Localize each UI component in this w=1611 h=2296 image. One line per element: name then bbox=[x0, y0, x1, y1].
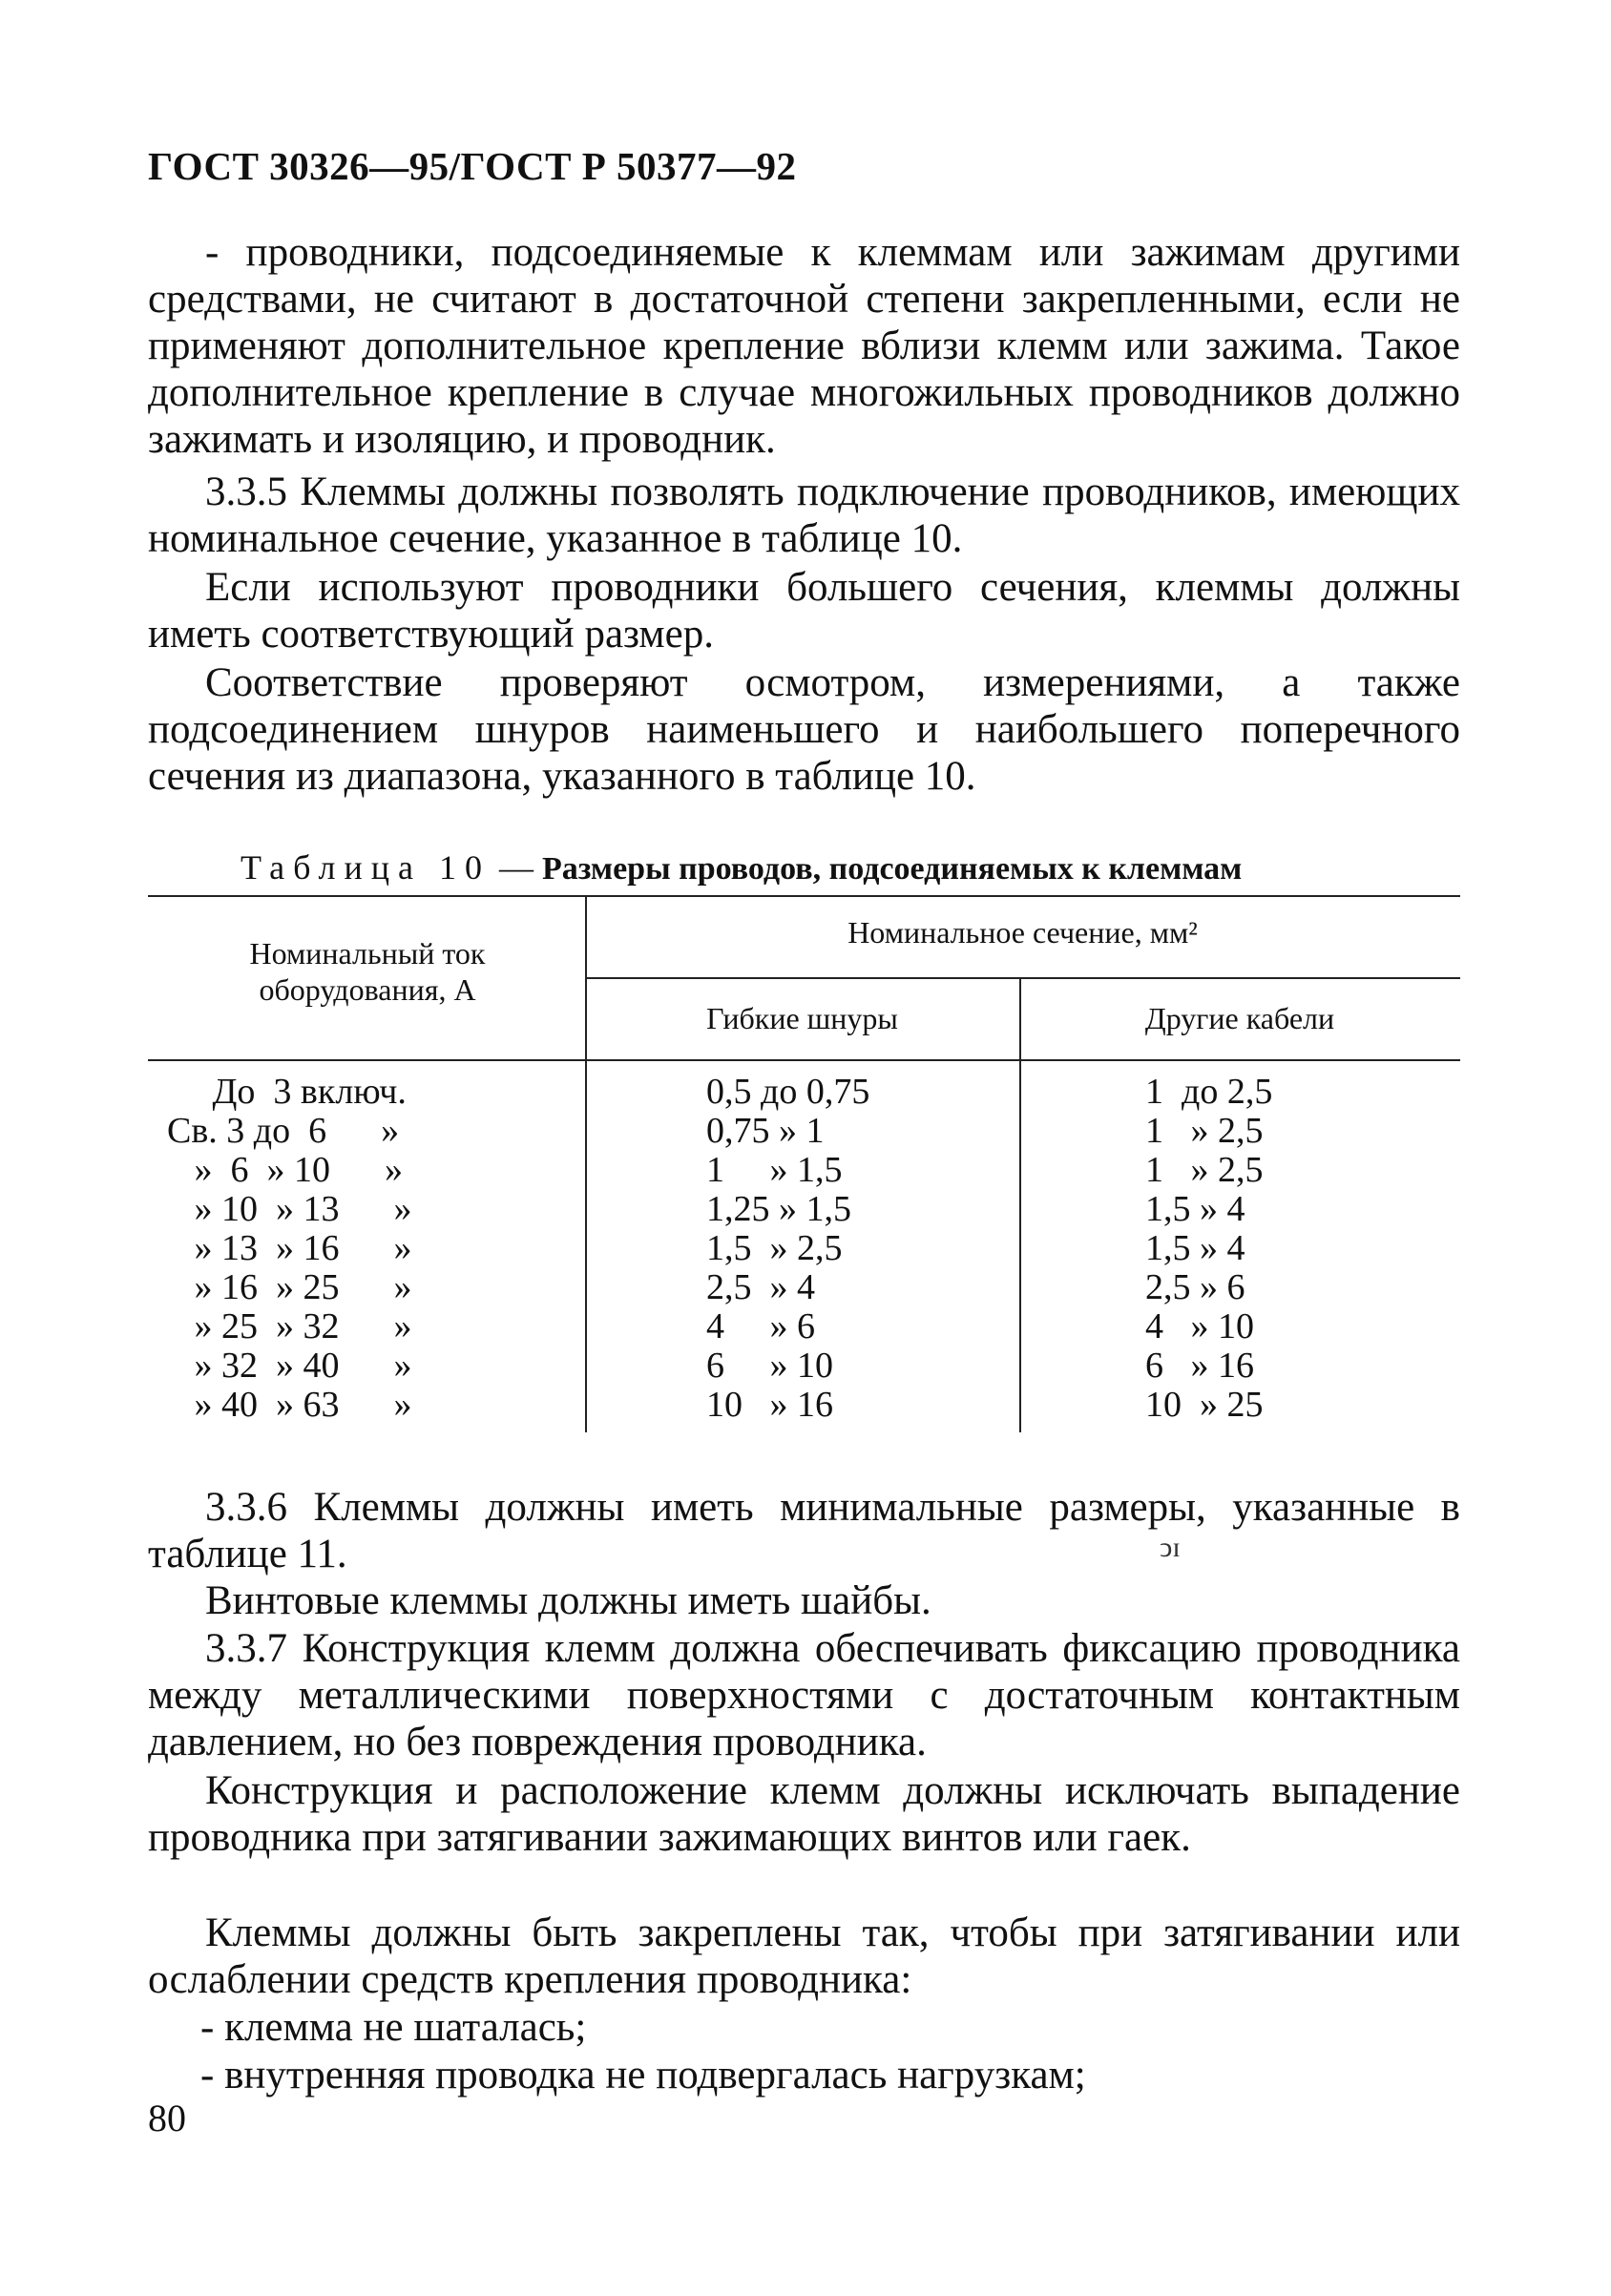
row-5-current: » 16 » 25 » bbox=[167, 1267, 412, 1307]
row-2-flex: 1 » 1,5 bbox=[706, 1150, 843, 1190]
row-3-other: 1,5 » 4 bbox=[1145, 1189, 1245, 1229]
row-8-current: » 40 » 63 » bbox=[167, 1385, 412, 1425]
table-caption bbox=[241, 847, 1242, 887]
row-4-current: » 13 » 16 » bbox=[167, 1228, 412, 1268]
paragraph-3-3-7: 3.3.7 Конструкция клемм должна обеспечивать фиксацию проводника между металлическими поверхностями с достаточным контактным давлением, но без повреждения проводника. bbox=[148, 1626, 1460, 1764]
table-divider-2 bbox=[1019, 977, 1021, 1432]
paragraph-3-3-5: 3.3.5 Клеммы должны позволять подключение проводников, имеющих номинальное сечение, указанное в таблице 10. bbox=[148, 470, 1460, 561]
header-nominal-section: Номинальное сечение, мм² bbox=[847, 915, 1198, 950]
row-2-other: 1 » 2,5 bbox=[1145, 1150, 1264, 1190]
row-7-current: » 32 » 40 » bbox=[167, 1346, 412, 1386]
row-1-flex: 0,75 » 1 bbox=[706, 1111, 825, 1151]
row-5-flex: 2,5 » 4 bbox=[706, 1267, 815, 1307]
row-3-current: » 10 » 13 » bbox=[167, 1189, 412, 1229]
table-divider-1 bbox=[585, 895, 587, 1432]
paragraph-terminal-fixing: Клеммы должны быть закреплены так, чтобы при затягивании или ослаблении средств крепления проводника: bbox=[148, 1910, 1460, 2002]
header-nominal-current: Номинальный ток оборудования, А bbox=[249, 936, 486, 1007]
paragraph-washers: Винтовые клеммы должны иметь шайбы. bbox=[205, 1578, 931, 1623]
header-other-cables: Другие кабели bbox=[1144, 1001, 1335, 1035]
stray-mark: ↄɪ bbox=[1160, 1532, 1181, 1563]
header-flexible-cords: Гибкие шнуры bbox=[706, 1001, 898, 1035]
row-6-other: 4 » 10 bbox=[1145, 1306, 1254, 1346]
row-4-flex: 1,5 » 2,5 bbox=[706, 1228, 843, 1268]
row-0-other: 1 до 2,5 bbox=[1145, 1072, 1273, 1112]
paragraph-3-3-6: 3.3.6 Клеммы должны иметь минимальные размеры, указанные в таблице 11. bbox=[148, 1485, 1460, 1576]
table-caption-dash: — bbox=[490, 848, 542, 887]
row-1-current: Св. 3 до 6 » bbox=[167, 1111, 400, 1151]
row-8-other: 10 » 25 bbox=[1145, 1385, 1264, 1425]
table-header-rule bbox=[148, 1059, 1460, 1061]
row-8-flex: 10 » 16 bbox=[706, 1385, 833, 1425]
table-caption-label: Таблица 10 bbox=[241, 848, 491, 887]
paragraph-conductors: - проводники, подсоединяемые к клеммам или зажимам другими средствами, не считают в достаточной степени закрепленными, если не применяют дополнительное крепление вблизи клемм или зажима. Такое дополнительное крепление в случае многожильных проводников должно зажимать и изоляцию, и проводник. bbox=[148, 230, 1460, 462]
row-3-flex: 1,25 » 1,5 bbox=[706, 1189, 851, 1229]
row-5-other: 2,5 » 6 bbox=[1145, 1267, 1245, 1307]
page-number: 80 bbox=[148, 2097, 186, 2139]
document-header: ГОСТ 30326—95/ГОСТ Р 50377—92 bbox=[148, 144, 797, 188]
table-caption-title: Размеры проводов, подсоединяемых к клеммам bbox=[541, 851, 1243, 887]
row-2-current: » 6 » 10 » bbox=[167, 1150, 403, 1190]
row-0-current: До 3 включ. bbox=[167, 1072, 407, 1112]
paragraph-terminal-design: Конструкция и расположение клемм должны исключать выпадение проводника при затягивании зажимающих винтов или гаек. bbox=[148, 1768, 1460, 1860]
row-6-current: » 25 » 32 » bbox=[167, 1306, 412, 1346]
list-item-no-strain: - внутренняя проводка не подвергалась нагрузкам; bbox=[200, 2053, 1086, 2098]
row-7-flex: 6 » 10 bbox=[706, 1346, 833, 1386]
paragraph-compliance: Соответствие проверяют осмотром, измерениями, а также подсоединением шнуров наименьшего и наибольшего поперечного сечения из диапазона, указанного в таблице 10. bbox=[148, 660, 1460, 799]
table-subheader-rule bbox=[585, 977, 1460, 979]
paragraph-larger-section: Если используют проводники большего сечения, клеммы должны иметь соответствующий размер. bbox=[148, 565, 1460, 657]
list-item-not-loose: - клемма не шаталась; bbox=[200, 2005, 587, 2050]
table-top-rule bbox=[148, 895, 1460, 897]
row-0-flex: 0,5 до 0,75 bbox=[706, 1072, 870, 1112]
row-6-flex: 4 » 6 bbox=[706, 1306, 815, 1346]
row-4-other: 1,5 » 4 bbox=[1145, 1228, 1245, 1268]
row-7-other: 6 » 16 bbox=[1145, 1346, 1254, 1386]
row-1-other: 1 » 2,5 bbox=[1145, 1111, 1264, 1151]
